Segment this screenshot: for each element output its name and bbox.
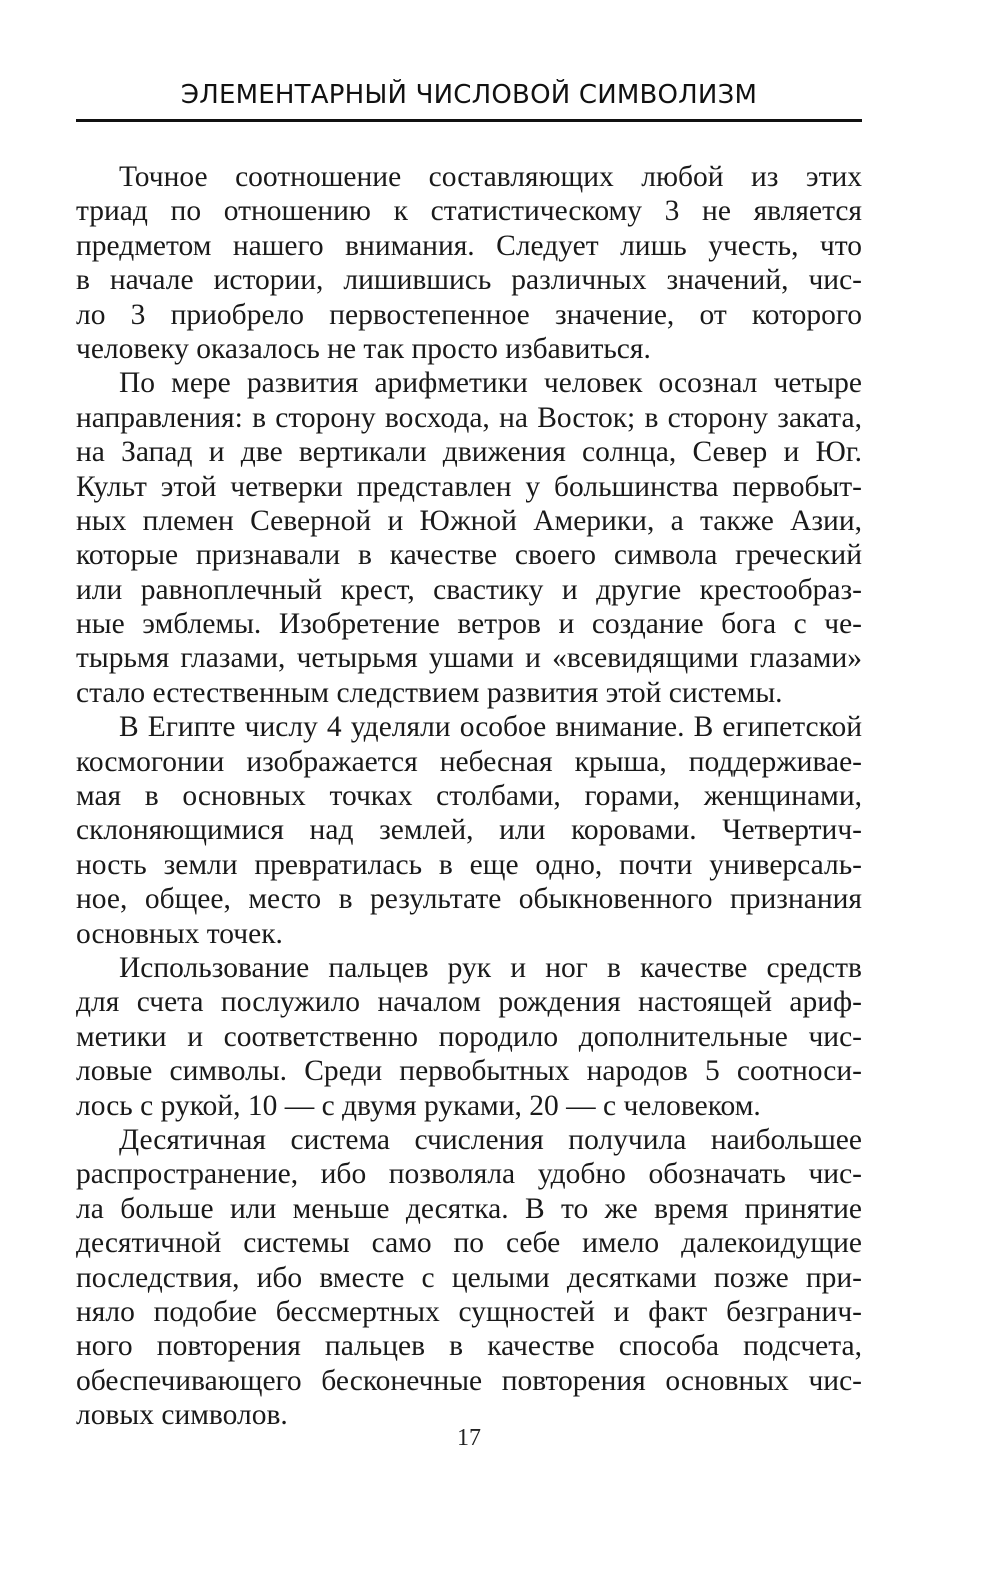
text-line: космогонии изображается небесная крыша, поддерживае- (76, 745, 862, 778)
page-number: 17 (457, 1425, 481, 1451)
text-line: тырьмя глазами, четырьмя ушами и «всевидящими глазами» (76, 642, 862, 675)
text-line: человеку оказалось не так просто избавиться. (76, 332, 651, 365)
text-line: По мере развития арифметики человек осознал четыре (119, 367, 862, 400)
text-line: стало естественным следствием развития этой системы. (76, 676, 783, 709)
body-text (76, 160, 862, 1432)
text-line: В Египте числу 4 уделяли особое внимание. В египетской (119, 711, 862, 744)
text-line: ного повторения пальцев в качестве способа подсчета, (76, 1330, 862, 1363)
text-line: для счета послужило началом рождения настоящей ариф- (76, 986, 862, 1019)
text-line: триад по отношению к статистическому 3 не является (76, 195, 862, 228)
text-line: Использование пальцев рук и ног в качестве средств (119, 951, 862, 984)
text-line: ла больше или меньше десятка. В то же время принятие (76, 1192, 862, 1225)
text-line: лось с рукой, 10 — с двумя руками, 20 — с человеком. (76, 1089, 761, 1122)
text-line: склоняющимися над землей, или коровами. Четвертич- (76, 814, 862, 847)
text-line: метики и соответственно породило дополнительные чис- (76, 1020, 862, 1053)
running-title: ЭЛЕМЕНТАРНЫЙ ЧИСЛОВОЙ СИМВОЛИЗМ (180, 80, 758, 110)
text-line: направления: в сторону восхода, на Восток; в сторону заката, (76, 401, 862, 434)
text-line: мая в основных точках столбами, горами, женщинами, (76, 780, 862, 813)
text-line: ные эмблемы. Изобретение ветров и создание бога с че- (76, 608, 862, 641)
text-line: или равноплечный крест, свастику и другие крестообраз- (76, 573, 862, 606)
text-line: ло 3 приобрело первостепенное значение, от которого (76, 298, 862, 331)
text-line: в начале истории, лишившись различных значений, чис- (76, 264, 862, 297)
text-line: ловых символов. (76, 1399, 288, 1432)
text-line: предметом нашего внимания. Следует лишь учесть, что (76, 229, 862, 262)
text-line: основных точек. (76, 917, 283, 950)
text-line: обеспечивающего бесконечные повторения основных чис- (76, 1364, 862, 1397)
text-line: няло подобие бессмертных сущностей и факт безгранич- (76, 1295, 862, 1328)
text-line: распространение, ибо позволяла удобно обозначать чис- (76, 1158, 862, 1191)
text-line: ловые символы. Среди первобытных народов 5 соотноси- (76, 1055, 862, 1088)
text-line: ное, общее, место в результате обыкновенного признания (76, 883, 862, 916)
text-line: последствия, ибо вместе с целыми десятками позже при- (76, 1261, 862, 1294)
text-line: Культ этой четверки представлен у большинства первобыт- (76, 470, 862, 503)
text-line: Точное соотношение составляющих любой из этих (119, 161, 862, 193)
text-line: ность земли превратилась в еще одно, почти универсаль- (76, 848, 862, 881)
text-line: десятичной системы само по себе имело далекоидущие (76, 1227, 862, 1260)
text-line: Десятичная система счисления получила наибольшее (119, 1123, 862, 1156)
text-line: ных племен Северной и Южной Америки, а также Азии, (76, 504, 862, 537)
header-rule (76, 119, 862, 122)
text-line: на Запад и две вертикали движения солнца, Север и Юг. (76, 436, 862, 469)
text-line: которые признавали в качестве своего символа греческий (76, 539, 862, 572)
